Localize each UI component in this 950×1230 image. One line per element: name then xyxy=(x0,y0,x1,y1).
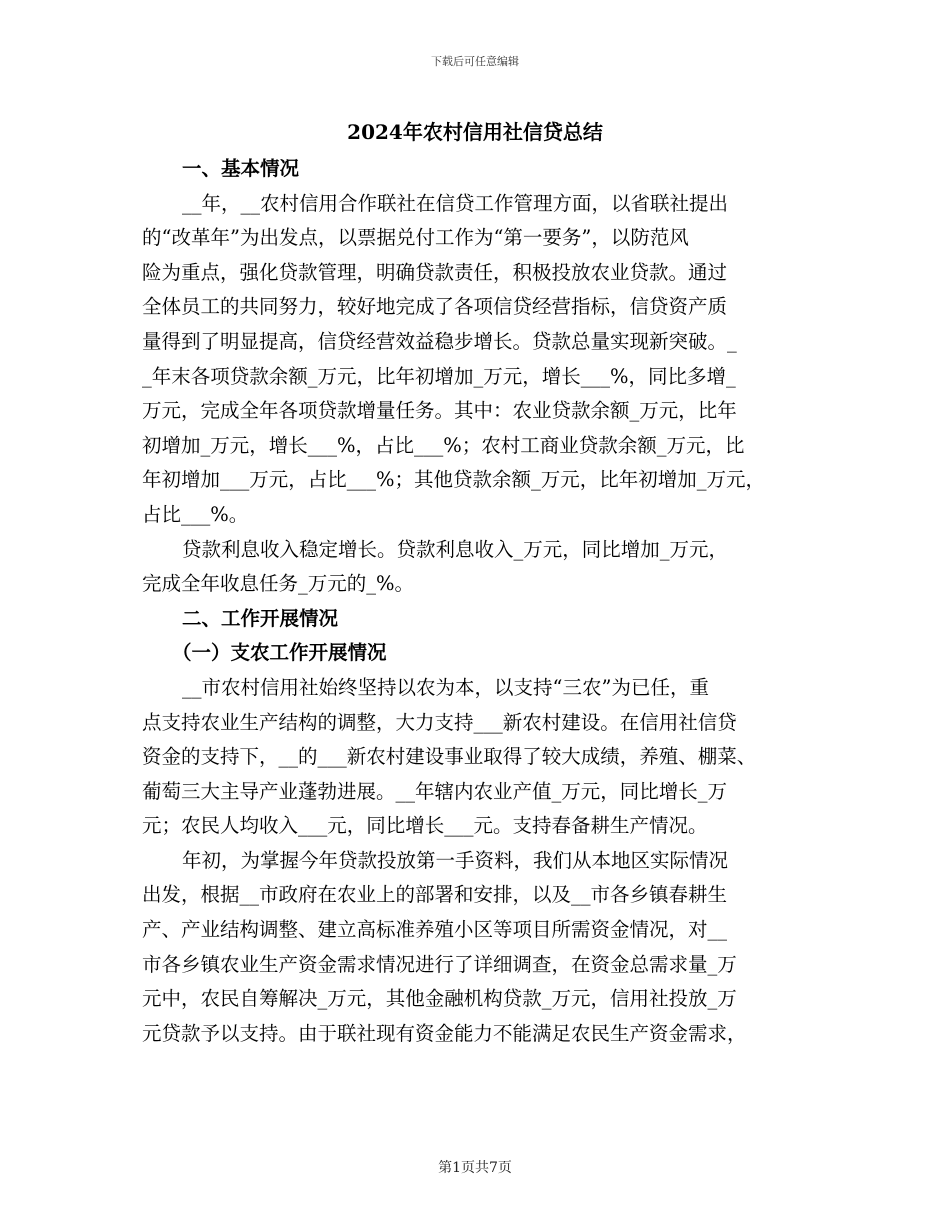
section-heading: 一、基本情况 xyxy=(182,157,300,180)
text-line: 年初增加___万元，占比___%；其他贷款余额_万元，比年初增加_万元， xyxy=(142,468,766,492)
document-title: 2024年农村信用社信贷总结 xyxy=(347,120,603,144)
text-line: _年末各项贷款余额_万元，比年初增加_万元，增长___%，同比多增_ xyxy=(142,364,736,388)
text-line: 元贷款予以支持。由于联社现有资金能力不能满足农民生产资金需求， xyxy=(142,1021,747,1045)
text-line: 完成全年收息任务_万元的_%。 xyxy=(142,572,415,596)
text-line: 市各乡镇农业生产资金需求情况进行了详细调查，在资金总需求量_万 xyxy=(142,952,737,976)
page-footer: 第1页共7页 xyxy=(438,1160,512,1176)
text-line: 点支持农业生产结构的调整，大力支持___新农村建设。在信用社信贷 xyxy=(142,710,737,734)
text-line: 元；农民人均收入___元，同比增长___元。支持春备耕生产情况。 xyxy=(142,814,708,838)
paragraph xyxy=(142,671,810,844)
text-line: 年初，为掌握今年贷款投放第一手资料，我们从本地区实际情况 xyxy=(182,848,729,872)
subsection-heading: （一）支农工作开展情况 xyxy=(172,641,387,665)
text-line: 占比___%。 xyxy=(142,502,249,526)
text-line: 的“改革年”为出发点，以票据兑付工作为“第一要务”，以防范风 xyxy=(142,226,689,250)
text-line: 产、产业结构调整、建立高标准养殖小区等项目所需资金情况，对__ xyxy=(142,918,728,942)
section-heading: 二、工作开展情况 xyxy=(182,606,339,630)
page-header: 下载后可任意编辑 xyxy=(431,55,519,68)
text-line: 初增加_万元，增长___%，占比___%；农村工商业贷款余额_万元，比 xyxy=(142,433,745,457)
text-line: 出发，根据__市政府在农业上的部署和安排，以及__市各乡镇春耕生 xyxy=(142,883,728,907)
paragraph xyxy=(142,844,810,1052)
text-line: 全体员工的共同努力，较好地完成了各项信贷经营指标，信贷资产质 xyxy=(142,295,728,319)
text-line: 量得到了明显提高，信贷经营效益稳步增长。贷款总量实现新突破。_ xyxy=(142,329,737,353)
text-line: 贷款利息收入稳定增长。贷款利息收入_万元，同比增加_万元， xyxy=(182,537,729,561)
document-body xyxy=(142,152,810,1051)
paragraph xyxy=(142,533,810,602)
text-line: 险为重点，强化贷款管理，明确贷款责任，积极投放农业贷款。通过 xyxy=(142,260,728,284)
text-line: __市农村信用社始终坚持以农为本，以支持“三农”为已任，重 xyxy=(182,675,709,699)
text-line: __年，__农村信用合作联社在信贷工作管理方面，以省联社提出 xyxy=(182,191,729,215)
text-line: 葡萄三大主导产业蓬勃进展。__年辖内农业产值_万元，同比增长_万 xyxy=(142,779,728,803)
text-line: 万元，完成全年各项贷款增量任务。其中：农业贷款余额_万元，比年 xyxy=(142,399,737,423)
text-line: 资金的支持下，__的___新农村建设事业取得了较大成绩，养殖、棚菜、 xyxy=(142,745,757,769)
text-line: 元中，农民自筹解决_万元，其他金融机构贷款_万元，信用社投放_万 xyxy=(142,987,737,1011)
paragraph xyxy=(142,187,810,533)
